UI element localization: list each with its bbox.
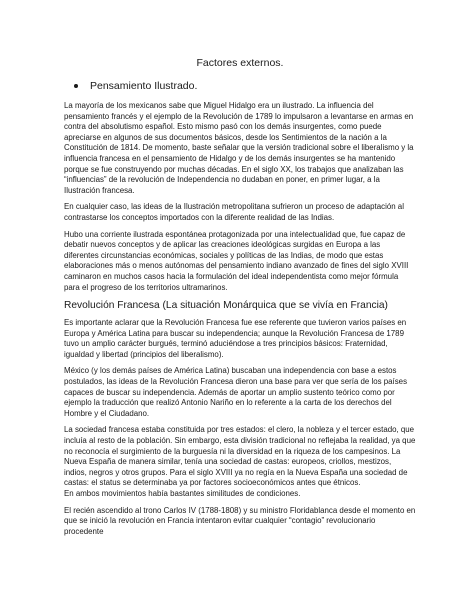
paragraph: La mayoría de los mexicanos sabe que Miguel Hidalgo era un ilustrado. La influencia del pensamiento francés y el ejemplo de la Revolución de 1789 lo impulsaron a levantarse en armas en contra del absolutismo español. Esto mismo pasó con los demás insurgentes, como puede apreciarse en algunos de sus documentos básicos, desde los Sentimientos de la nación a la Constitución de 1814. De momento, baste señalar que la versión tradicional sobre el liberalismo y la influencia francesa en el pensamiento de Hidalgo y de los demás insurgentes se ha mantenido porque se fue construyendo por muchas décadas. En el siglo XX, los trabajos que analizaban las “influencias” de la revolución de Independencia no dudaban en poner, en primer lugar, a la Ilustración francesa. — [64, 101, 414, 195]
section-title: Factores externos. — [196, 57, 284, 69]
bullet-label: Pensamiento Ilustrado. — [90, 80, 198, 92]
paragraph: Hubo una corriente ilustrada espontánea protagonizada por una intelectualidad que, fue capaz de debatir nuevos conceptos y de aplicar las creaciones ideológicas surgidas en Europa a las diferentes circunstancias económicas, sociales y políticas de las Indias, de modo que estas elaboraciones más o menos autónomas del pensamiento indiano avanzado de fines del siglo XVIII caminaron en muchos casos hacia la formulación del ideal independentista como mejor fórmula para el progreso de los territorios ultramarinos. — [64, 229, 409, 292]
page-content — [64, 56, 416, 543]
bullet-item — [74, 79, 416, 93]
paragraph: México (y los demás países de América Latina) buscaban una independencia con base a estos postulados, las ideas de la Revolución Francesa dieron una base para ver que sería de los países capaces de buscar su independencia. Además de aportar un amplio sustento teórico como por ejemplo la traducción que realizó Antonio Nariño en lo referente a la carta de los derechos del Hombre y el Ciudadano. — [64, 366, 408, 418]
paragraph: En cualquier caso, las ideas de la Ilustración metropolitana sufrieron un proceso de adaptación al contrastarse los conceptos importados con la diferente realidad de las Indias. — [64, 202, 404, 222]
paragraph: Es importante aclarar que la Revolución Francesa fue ese referente que tuvieron varios países en Europa y América Latina para buscar su independencia; aunque la Revolución Francesa de 1789 tuvo un amplio carácter burgués, terminó aduciéndose a tres principios básicos: Fraternidad, igualdad y libertad (principios del liberalismo). — [64, 318, 407, 359]
paragraph: La sociedad francesa estaba constituida por tres estados: el clero, la nobleza y el tercer estado, que incluía al resto de la población. Sin embargo, esta división tradicional no reflejaba la realidad, ya que no reconocía el surgimiento de la burguesía ni la diversidad en la riqueza de los campesinos. La Nueva España de manera similar, tenía una sociedad de castas: europeos, criollos, mestizos, indios, negros y otros grupos. Para el siglo XVIII ya no regía en la Nueva España una sociedad de castas: el status se determinaba ya por factores socioeconómicos antes que étnicos. — [64, 425, 416, 488]
section-heading: Revolución Francesa (La situación Monárquica que se vivía en Francia) — [64, 300, 388, 312]
paragraph: En ambos movimientos había bastantes similitudes de condiciones. — [64, 489, 301, 498]
paragraph: El recién ascendido al trono Carlos IV (1788-1808) y su ministro Floridablanca desde el momento en que se inició la revolución en Francia intentaron evitar cualquier “contagio” revolucionario procedente — [64, 505, 416, 536]
bullet-dot-icon — [74, 84, 78, 88]
